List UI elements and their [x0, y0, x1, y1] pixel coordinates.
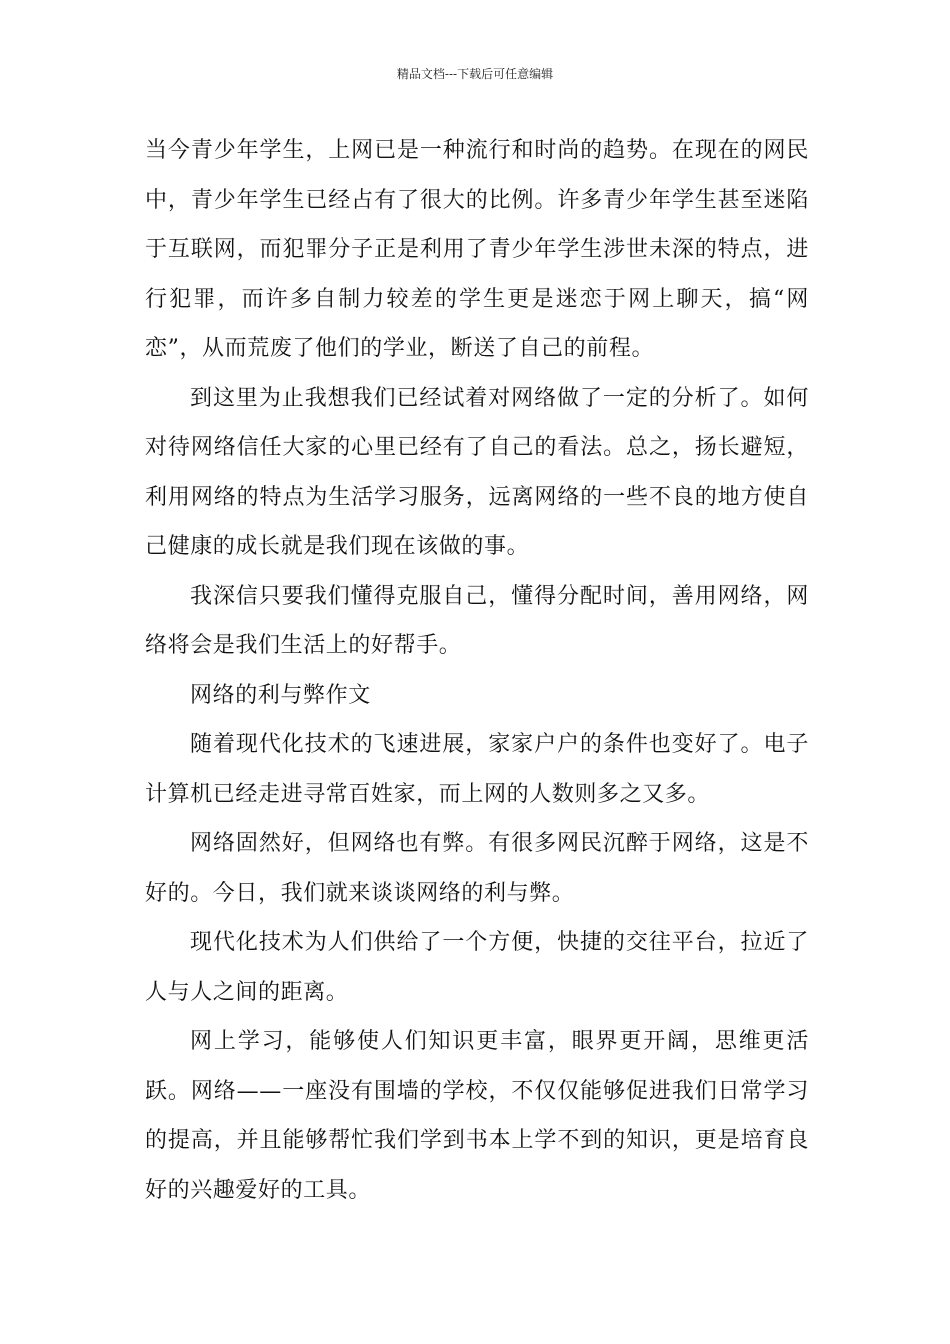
paragraph: 到这里为止我想我们已经试着对网络做了一定的分析了。如何对待网络信任大家的心里已经有了自己的看法。总之，扬长避短，利用网络的特点为生活学习服务，远离网络的一些不良的地方使自己健康的成长就是我们现在该做的事。: [145, 385, 809, 559]
paragraph: 随着现代化技术的飞速进展，家家户户的条件也变好了。电子计算机已经走进寻常百姓家，而上网的人数则多之又多。: [145, 732, 809, 807]
paragraph: 现代化技术为人们供给了一个方便，快捷的交往平台，拉近了人与人之间的距离。: [145, 930, 809, 1005]
paragraph: 我深信只要我们懂得克服自己，懂得分配时间，善用网络，网络将会是我们生活上的好帮手。: [145, 583, 809, 658]
document-body: [145, 126, 809, 1215]
page-header: 精品文档---下载后可任意编辑: [396, 67, 554, 81]
paragraph: 当今青少年学生，上网已是一种流行和时尚的趋势。在现在的网民中，青少年学生已经占有了很大的比例。许多青少年学生甚至迷陷于互联网，而犯罪分子正是利用了青少年学生涉世未深的特点，进行犯罪，而许多自制力较差的学生更是迷恋于网上聊天，搞“网恋”，从而荒废了他们的学业，断送了自己的前程。: [145, 138, 809, 361]
paragraph: 网络固然好，但网络也有弊。有很多网民沉醉于网络，这是不好的。今日，我们就来谈谈网络的利与弊。: [145, 831, 809, 906]
paragraph: 网上学习，能够使人们知识更丰富，眼界更开阔，思维更活跃。网络——一座没有围墙的学校，不仅仅能够促进我们日常学习的提高，并且能够帮忙我们学到书本上学不到的知识，更是培育良好的兴趣爱好的工具。: [145, 1029, 809, 1203]
section-title: 网络的利与弊作文: [190, 682, 371, 708]
